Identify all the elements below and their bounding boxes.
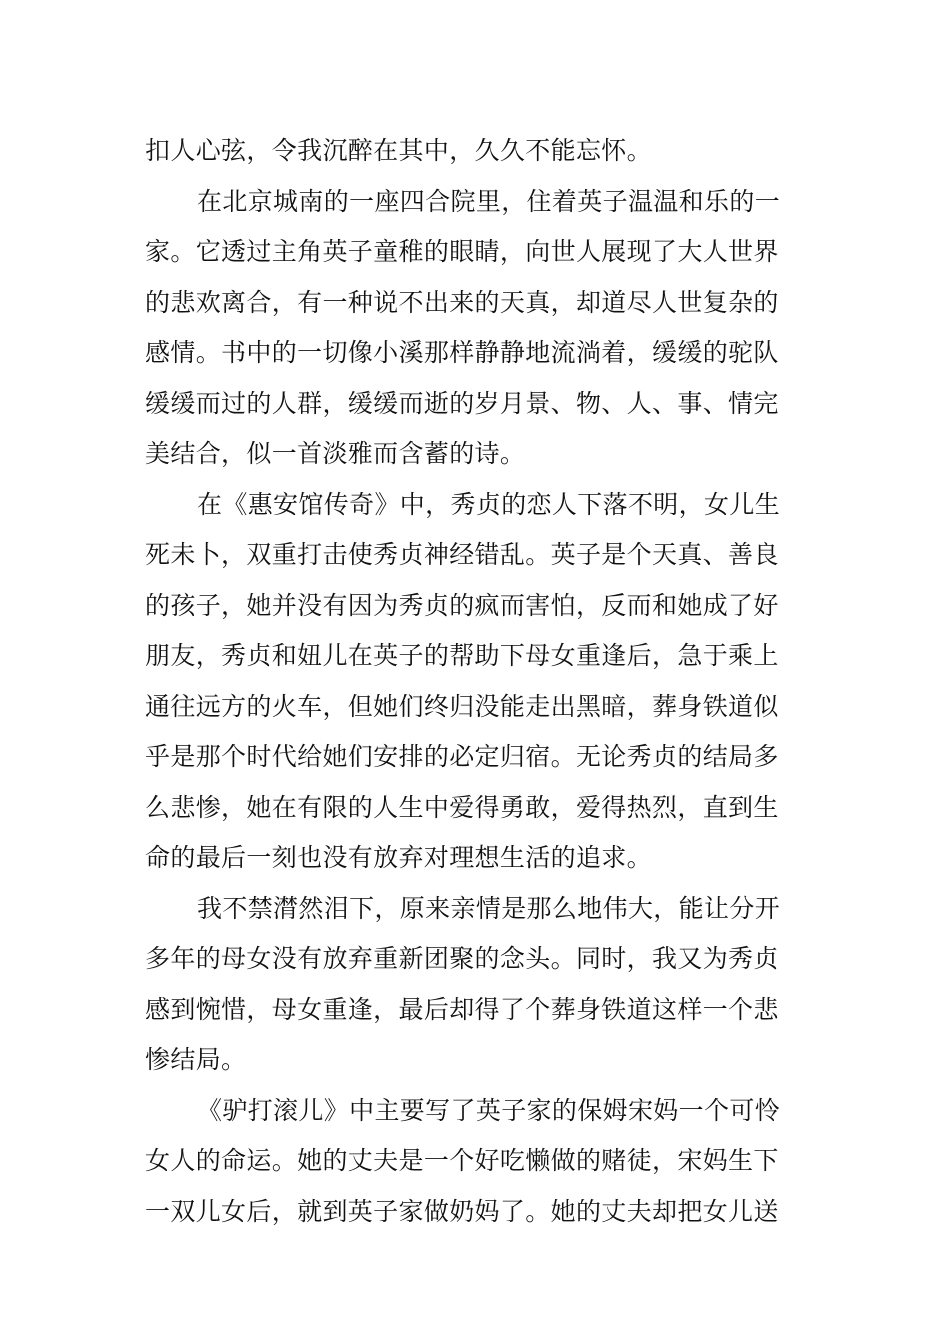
text-line: 一双儿女后，就到英子家做奶妈了。她的丈夫却把女儿送 [145,1196,779,1226]
text-line: 《驴打滚儿》中主要写了英子家的保姆宋妈一个可怜 [197,1095,781,1125]
text-line: 朋友，秀贞和妞儿在英子的帮助下母女重逢后，急于乘上 [145,641,779,670]
text-line: 的悲欢离合，有一种说不出来的天真，却道尽人世复杂的 [145,287,779,317]
text-line: 家。它透过主角英子童稚的眼睛，向世人展现了大人世界 [145,237,779,266]
text-line: 感到惋惜，母女重逢，最后却得了个葬身铁道这样一个悲 [145,994,779,1024]
text-line: 缓缓而过的人群，缓缓而逝的岁月景、物、人、事、情完 [145,388,779,418]
text-line: 的孩子，她并没有因为秀贞的疯而害怕，反而和她成了好 [145,590,779,620]
document-body [145,126,807,1237]
text-line: 乎是那个时代给她们安排的必定归宿。无论秀贞的结局多 [145,742,779,771]
text-line: 美结合，似一首淡雅而含蓄的诗。 [145,439,526,468]
text-line: 么悲惨，她在有限的人生中爱得勇敢，爱得热烈，直到生 [145,792,779,822]
text-line: 在《惠安馆传奇》中，秀贞的恋人下落不明，女儿生 [197,489,781,519]
text-line: 通往远方的火车，但她们终归没能走出黑暗，葬身铁道似 [145,691,779,721]
text-line: 感情。书中的一切像小溪那样静静地流淌着，缓缓的驼队 [145,338,779,367]
text-line: 我不禁潸然泪下，原来亲情是那么地伟大，能让分开 [197,893,781,923]
text-line: 死未卜，双重打击使秀贞神经错乱。英子是个天真、善良 [145,540,779,569]
text-line: 多年的母女没有放弃重新团聚的念头。同时，我又为秀贞 [145,944,779,973]
text-line: 命的最后一刻也没有放弃对理想生活的追求。 [145,843,653,872]
text-line: 扣人心弦，令我沉醉在其中，久久不能忘怀。 [145,136,653,165]
text-line: 惨结局。 [145,1045,247,1074]
text-line: 在北京城南的一座四合院里，住着英子温温和乐的一 [197,186,781,216]
text-line: 女人的命运。她的丈夫是一个好吃懒做的赌徒，宋妈生下 [145,1146,779,1175]
